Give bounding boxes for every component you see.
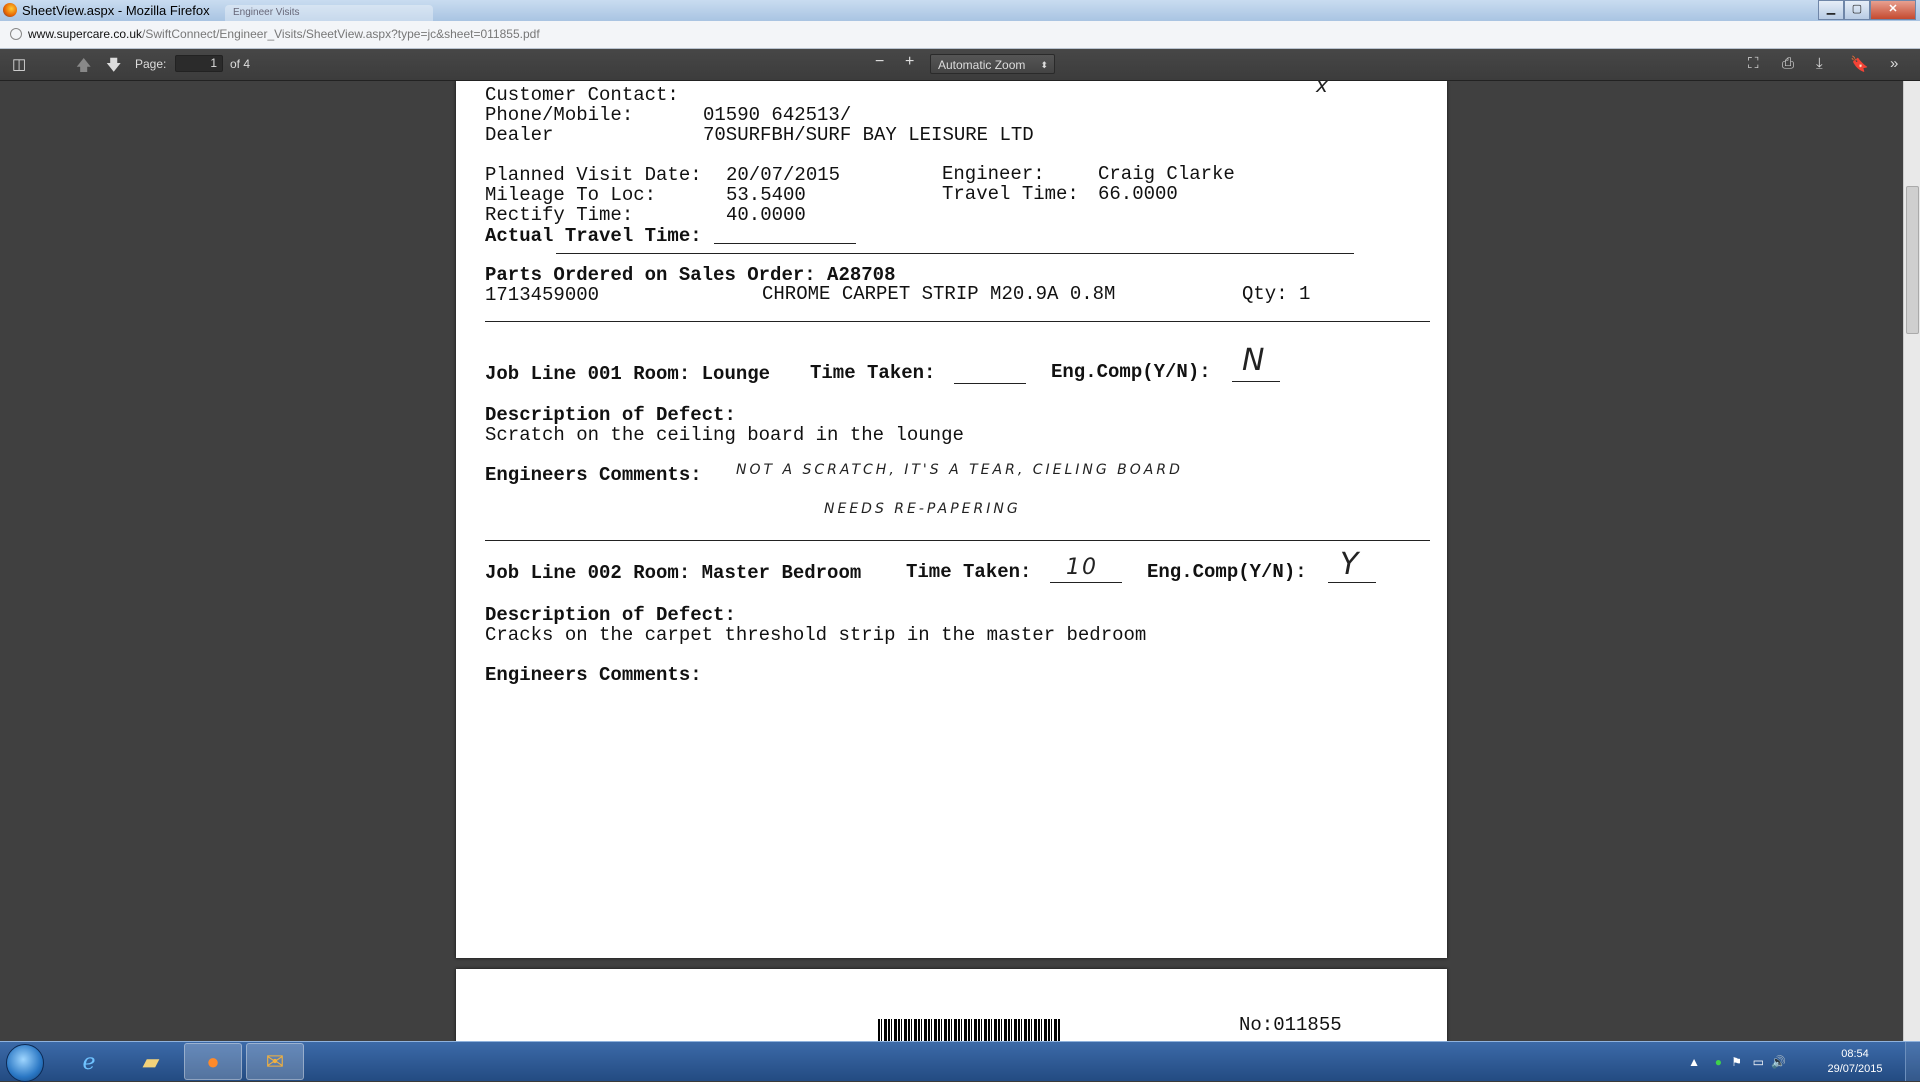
scrollbar-thumb[interactable] — [1906, 186, 1919, 334]
job1-defect-text: Scratch on the ceiling board in the lounge — [485, 424, 964, 446]
maximize-button[interactable]: ▢ — [1844, 0, 1870, 20]
job1-comments-line1: NOT A SCRATCH, IT'S A TEAR, CIELING BOARD — [736, 462, 1183, 478]
job2-eng-comp-line — [1328, 582, 1376, 583]
zoom-out-button[interactable]: − — [875, 53, 885, 70]
zoom-select-value: Automatic Zoom — [938, 58, 1026, 72]
fullscreen-icon[interactable]: ⛶ — [1748, 55, 1759, 72]
print-icon[interactable]: ⎙ — [1782, 55, 1795, 72]
sidebar-toggle-icon[interactable]: ◫ — [12, 56, 27, 73]
bookmark-icon[interactable]: 🔖 — [1850, 56, 1869, 73]
job2-defect-label: Description of Defect: — [485, 604, 736, 626]
folder-icon[interactable]: ▰ — [142, 1048, 160, 1074]
taskbar — [0, 1041, 1920, 1081]
sheet-number: No:011855 — [1239, 1014, 1342, 1036]
clock-time: 08:54 — [1841, 1048, 1869, 1060]
rectify-value: 40.0000 — [726, 204, 806, 226]
chevron-updown-icon: ⬍ — [1040, 60, 1048, 70]
page-number-input[interactable]: 1 — [175, 55, 223, 72]
clock-date: 29/07/2015 — [1827, 1063, 1883, 1075]
status-icon[interactable]: ● — [1714, 1055, 1722, 1069]
page-count: of 4 — [230, 57, 251, 71]
divider — [556, 253, 1354, 254]
clock[interactable] — [1820, 1047, 1890, 1077]
job1-comments-label: Engineers Comments: — [485, 464, 702, 486]
firefox-taskbar-icon[interactable]: ● — [184, 1043, 242, 1080]
job2-defect-text: Cracks on the carpet threshold strip in the master bedroom — [485, 624, 1147, 646]
divider — [485, 321, 1430, 322]
job2-eng-comp-label: Eng.Comp(Y/N): — [1147, 561, 1307, 583]
window-controls — [1818, 0, 1916, 20]
job1-time-taken-label: Time Taken: — [810, 362, 936, 384]
phone-label: Phone/Mobile: — [485, 104, 634, 126]
zoom-select[interactable] — [930, 54, 1055, 74]
window-title-bar — [0, 0, 1920, 21]
next-page-icon[interactable]: 🡇 — [106, 57, 122, 74]
planned-visit-label: Planned Visit Date: — [485, 164, 702, 186]
phone-value: 01590 642513/ — [703, 104, 852, 126]
job1-time-taken-line — [954, 383, 1026, 384]
parts-order-label: Parts Ordered on Sales Order: A28708 — [485, 264, 896, 286]
url-text[interactable]: www.supercare.co.uk/SwiftConnect/Engineer_Visits/SheetView.aspx?type=jc&sheet=011855.pdf — [28, 27, 540, 41]
close-button[interactable]: ✕ — [1870, 0, 1916, 20]
job1-eng-comp-label: Eng.Comp(Y/N): — [1051, 361, 1211, 383]
firefox-icon — [3, 3, 17, 17]
customer-contact-label: Customer Contact: — [485, 84, 679, 106]
network-icon[interactable]: ▭ — [1752, 1055, 1764, 1069]
actual-travel-line — [714, 243, 856, 244]
show-hidden-icons-icon[interactable]: ▲ — [1688, 1055, 1700, 1069]
dealer-label: Dealer — [485, 124, 554, 146]
download-icon[interactable]: ⤓ — [1816, 55, 1823, 72]
job2-time-taken-label: Time Taken: — [906, 561, 1032, 583]
job1-eng-comp-line — [1232, 381, 1280, 382]
internet-explorer-icon[interactable]: ℯ — [82, 1048, 96, 1074]
pdf-page-2 — [456, 969, 1447, 1041]
barcode — [878, 1019, 1061, 1041]
job2-time-taken-line — [1050, 582, 1122, 583]
mileage-label: Mileage To Loc: — [485, 184, 657, 206]
zoom-in-button[interactable]: + — [905, 53, 915, 70]
engineer-label: Engineer: — [942, 163, 1045, 185]
divider — [485, 540, 1430, 541]
globe-icon — [10, 28, 22, 40]
outlook-icon[interactable]: ✉ — [246, 1043, 304, 1080]
part-number: 1713459000 — [485, 284, 600, 306]
job2-comments-label: Engineers Comments: — [485, 664, 702, 686]
dealer-value: 70SURFBH/SURF BAY LEISURE LTD — [703, 124, 1034, 146]
job1-comments-line2: NEEDS RE-PAPERING — [824, 501, 1021, 517]
tools-icon[interactable]: » — [1890, 55, 1899, 72]
volume-icon[interactable]: 🔊 — [1771, 1055, 1786, 1069]
job1-heading: Job Line 001 Room: Lounge — [485, 363, 771, 385]
vertical-scrollbar[interactable] — [1903, 81, 1920, 1041]
minimize-button[interactable]: ▁ — [1818, 0, 1844, 20]
actual-travel-label: Actual Travel Time: — [485, 225, 702, 247]
previous-page-icon[interactable]: 🡅 — [76, 57, 92, 74]
pdf-viewer[interactable] — [0, 81, 1904, 1041]
part-quantity: Qty: 1 — [1242, 283, 1311, 305]
job1-defect-label: Description of Defect: — [485, 404, 736, 426]
travel-time-label: Travel Time: — [942, 183, 1079, 205]
pdf-page-1 — [456, 81, 1447, 958]
handwritten-mark: x — [1316, 81, 1330, 97]
engineer-value: Craig Clarke — [1098, 163, 1235, 185]
planned-visit-value: 20/07/2015 — [726, 164, 841, 186]
mileage-value: 53.5400 — [726, 184, 806, 206]
job2-time-taken-value: 10 — [1066, 555, 1098, 580]
job2-heading: Job Line 002 Room: Master Bedroom — [485, 562, 862, 584]
flag-icon[interactable]: ⚑ — [1731, 1055, 1742, 1069]
page-label: Page: — [135, 57, 167, 71]
part-description: CHROME CARPET STRIP M20.9A 0.8M — [762, 283, 1116, 305]
pdf-toolbar — [0, 49, 1920, 81]
background-tab[interactable]: Engineer Visits — [225, 5, 433, 21]
rectify-label: Rectify Time: — [485, 204, 634, 226]
window-title: SheetView.aspx - Mozilla Firefox — [22, 3, 210, 18]
address-bar[interactable] — [0, 21, 1920, 49]
show-desktop-button[interactable] — [1905, 1042, 1920, 1081]
job1-eng-comp-value: N — [1242, 343, 1267, 378]
job2-eng-comp-value: Y — [1340, 547, 1361, 582]
start-button[interactable] — [6, 1044, 44, 1082]
travel-time-value: 66.0000 — [1098, 183, 1178, 205]
